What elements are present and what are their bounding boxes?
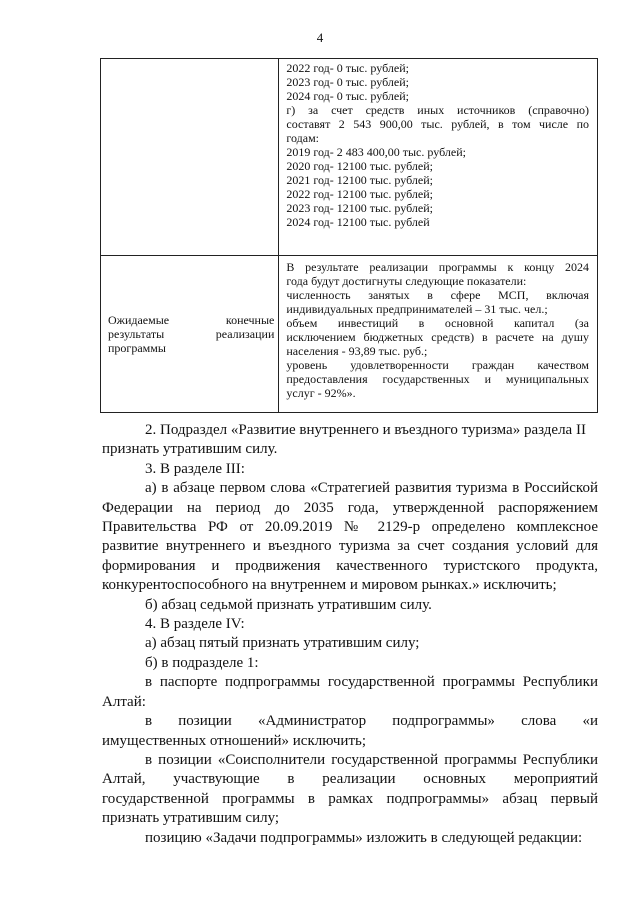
table-label-line: Ожидаемые конечные <box>108 313 275 327</box>
table-row <box>101 256 598 413</box>
table-line: 2022 год- 0 тыс. рублей; <box>286 61 409 75</box>
page-number: 4 <box>316 30 324 45</box>
paragraph-line: государственной программы в рамках подпрограммы» абзац первый <box>102 790 598 807</box>
table-line: предоставления государственных и муниципальных <box>286 372 589 386</box>
paragraph-line: а) в абзаце первом слова «Стратегией развития туризма в Российской <box>145 480 598 497</box>
table-line: 2024 год- 12100 тыс. рублей <box>286 215 430 229</box>
table-line: услуг - 92%». <box>286 386 356 400</box>
table-line: 2023 год- 0 тыс. рублей; <box>286 75 409 89</box>
table-content-cell <box>279 59 598 256</box>
paragraph-line: конкурентоспособного на внутреннем и мировом рынках.» исключить; <box>102 577 557 594</box>
paragraph-line: признать утратившим силу; <box>102 810 280 827</box>
paragraph-line: в позиции «Администратор подпрограммы» слова «и <box>145 713 598 730</box>
paragraph-line: признать утратившим силу. <box>102 441 278 458</box>
paragraph-line: 2. Подраздел «Развитие внутреннего и въездного туризма» раздела II <box>145 422 586 438</box>
passport-table <box>100 58 598 413</box>
table-line: 2019 год- 2 483 400,00 тыс. рублей; <box>286 145 466 159</box>
table-line: г) за счет средств иных источников (справочно) <box>286 103 589 117</box>
table-line: уровень удовлетворенности граждан качеством <box>286 358 589 372</box>
table-line: объем инвестиций в основной капитал (за <box>286 316 589 330</box>
paragraph-line: б) в подразделе 1: <box>145 654 259 671</box>
table-line: индивидуальных предпринимателей – 31 тыс. чел.; <box>286 302 548 316</box>
paragraph-line: 4. В разделе IV: <box>145 616 245 633</box>
body-text <box>102 421 598 848</box>
paragraph-line: Правительства РФ от 20.09.2019 № 2129-р определено комплексное <box>102 519 598 536</box>
table-label-line: программы <box>108 341 166 355</box>
table-line: года будут достигнуты следующие показатели: <box>286 274 527 288</box>
table-line: 2021 год- 12100 тыс. рублей; <box>286 173 433 187</box>
table-content-cell <box>279 256 598 413</box>
table-line: 2023 год- 12100 тыс. рублей; <box>286 201 433 215</box>
table-line: составят 2 543 900,00 тыс. рублей, в том числе по <box>286 117 589 131</box>
table-line: 2020 год- 12100 тыс. рублей; <box>286 159 433 173</box>
table-label-line: результаты реализации <box>108 327 275 341</box>
paragraph-line: развитие внутреннего и въездного туризма за счет создания условий для <box>102 538 598 555</box>
table-label-cell <box>101 256 279 413</box>
table-label-cell <box>101 59 279 256</box>
paragraph-line: Алтай: <box>102 693 146 710</box>
paragraph-line: имущественных отношений» исключить; <box>102 732 367 749</box>
table-row <box>101 59 598 256</box>
table-line: населения - 93,89 тыс. руб.; <box>286 344 428 358</box>
table-line: исключением бюджетных средств) в расчете на душу <box>286 330 589 344</box>
paragraph-line: позицию «Задачи подпрограммы» изложить в следующей редакции: <box>145 829 583 846</box>
table-line: численность занятых в сфере МСП, включая <box>286 288 589 302</box>
table-line: 2022 год- 12100 тыс. рублей; <box>286 187 433 201</box>
paragraph-line: а) абзац пятый признать утратившим силу; <box>145 635 420 652</box>
paragraph-line: Алтай, участвующие в реализации основных мероприятий <box>102 771 598 788</box>
table-line: годам: <box>286 131 320 145</box>
paragraph-line: Федерации на период до 2035 года, утвержденной распоряжением <box>102 499 598 516</box>
table-line: 2024 год- 0 тыс. рублей; <box>286 89 409 103</box>
paragraph-line: формирования и продвижения качественного туристского продукта, <box>102 557 598 574</box>
paragraph-line: 3. В разделе III: <box>145 460 245 477</box>
paragraph-line: в позиции «Соисполнители государственной программы Республики <box>145 751 598 768</box>
paragraph-line: в паспорте подпрограммы государственной программы Республики <box>145 674 598 691</box>
table-line: В результате реализации программы к концу 2024 <box>286 260 589 274</box>
paragraph-line: б) абзац седьмой признать утратившим силу. <box>145 596 432 613</box>
